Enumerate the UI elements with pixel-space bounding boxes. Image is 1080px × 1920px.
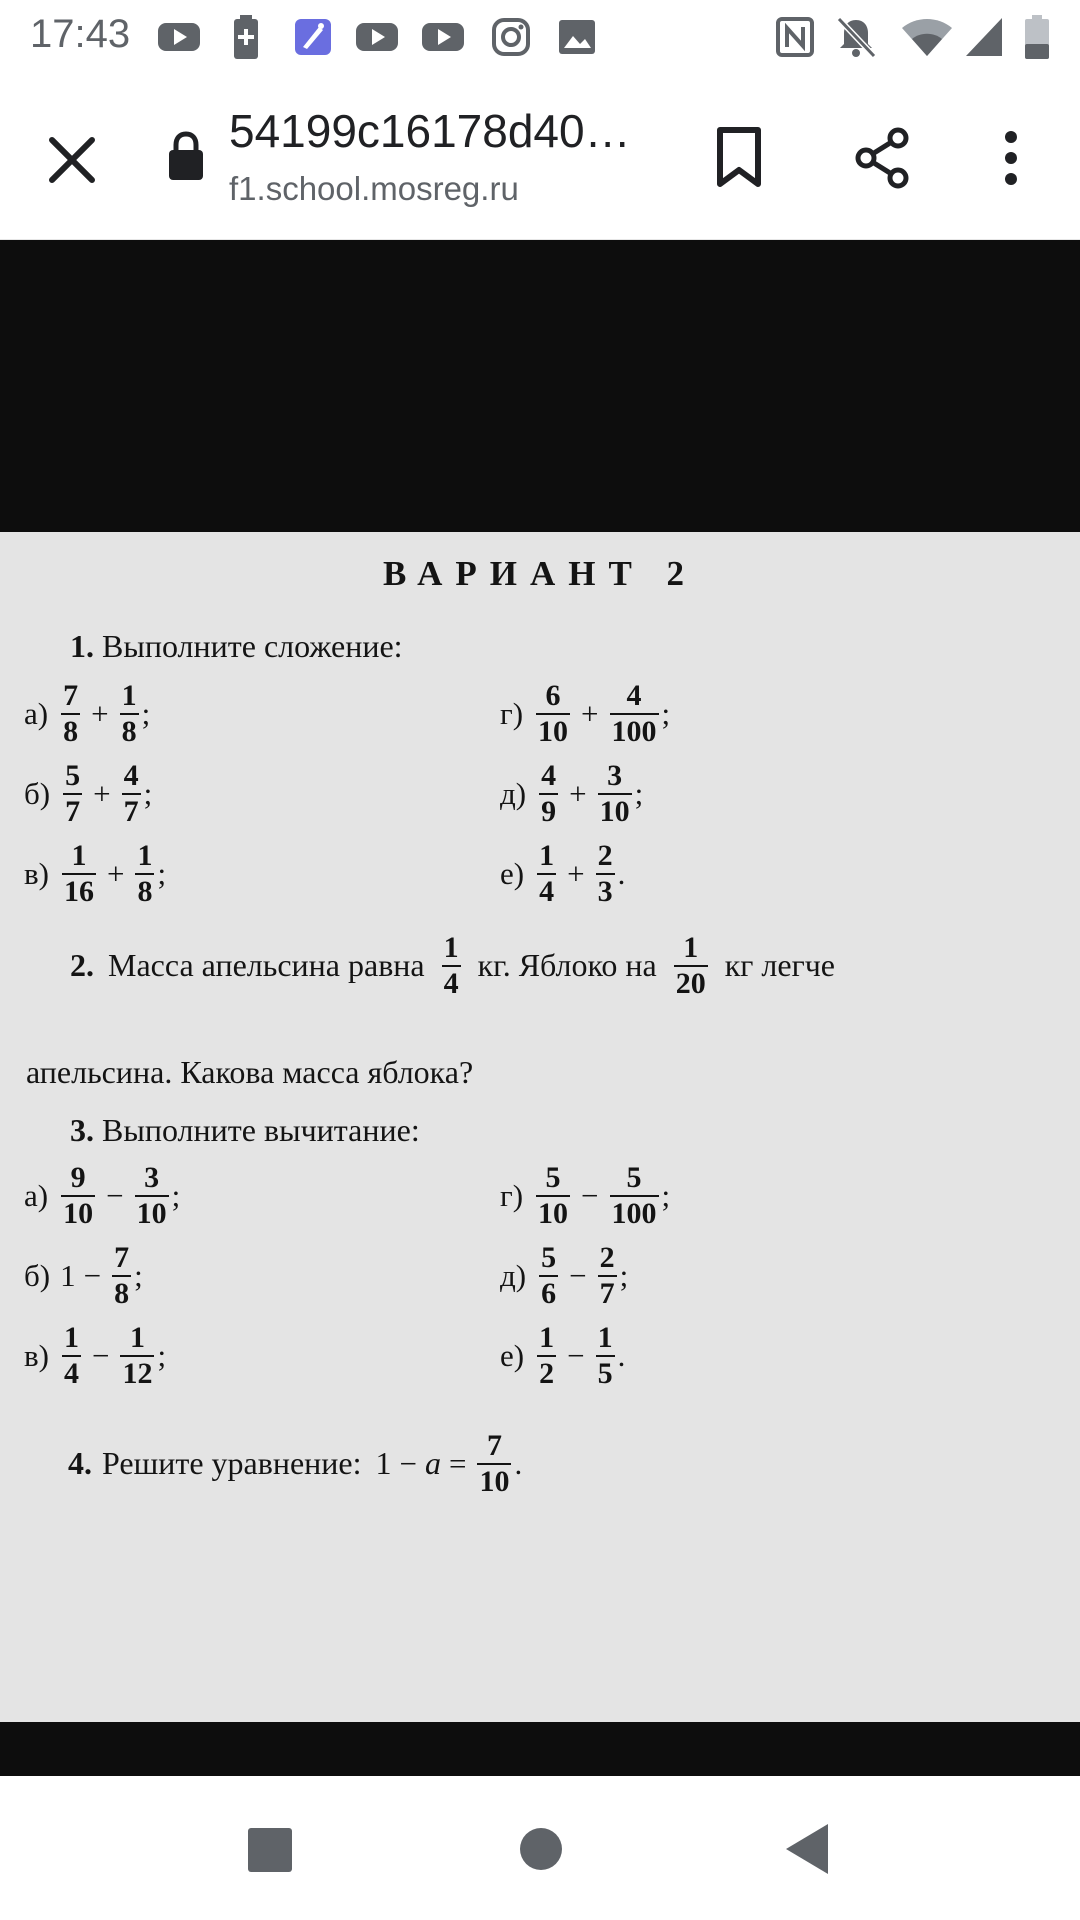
numerator: 5	[626, 1161, 642, 1194]
task2-line1	[70, 932, 835, 999]
numerator: 6	[545, 679, 561, 712]
variant-title: ВАРИАНТ 2	[382, 554, 698, 593]
denominator: 10	[136, 1196, 167, 1230]
numerator: 1	[63, 1321, 79, 1354]
task2-text-part3: кг легче	[724, 947, 835, 983]
home-circle-icon[interactable]	[518, 1826, 564, 1872]
numerator: 2	[599, 1241, 615, 1274]
numerator: 4	[123, 759, 139, 792]
task2-number: 2.	[70, 947, 94, 983]
item-label: г)	[500, 695, 524, 731]
cleaner-app-icon	[292, 14, 334, 60]
fraction	[598, 1242, 617, 1309]
fraction	[536, 680, 570, 747]
numerator: 7	[486, 1429, 502, 1462]
operator: −	[399, 1445, 417, 1481]
numerator: 5	[541, 1241, 557, 1274]
custom-tab-toolbar	[0, 74, 1080, 240]
fraction	[135, 840, 154, 907]
task3-item-b	[24, 1242, 143, 1309]
fraction	[122, 760, 141, 827]
denominator: 7	[123, 794, 139, 828]
bookmark-icon[interactable]	[714, 126, 764, 190]
denominator: 5	[597, 1356, 613, 1390]
fraction	[477, 1430, 511, 1497]
fraction	[598, 760, 632, 827]
task3-item-d	[500, 1242, 628, 1309]
equation-whole: 1	[375, 1445, 392, 1481]
punctuation: .	[514, 1445, 523, 1481]
denominator: 10	[63, 1196, 94, 1230]
numerator: 5	[545, 1161, 561, 1194]
close-icon[interactable]	[44, 132, 100, 188]
task3-number: 3.	[70, 1112, 94, 1148]
page-domain[interactable]: f1.school.mosreg.ru	[229, 170, 519, 207]
nfc-icon	[774, 14, 816, 60]
punctuation: ;	[157, 855, 167, 891]
operator: −	[91, 1337, 110, 1373]
task3-item-a	[24, 1162, 180, 1229]
fraction	[120, 1322, 154, 1389]
task1-text: Выполните сложение:	[102, 628, 403, 664]
numerator: 1	[539, 1321, 555, 1354]
instagram-icon	[490, 14, 532, 60]
page-title[interactable]: 54199c16178d40…	[229, 105, 631, 157]
denominator: 8	[114, 1276, 130, 1310]
task3-item-v	[24, 1322, 166, 1389]
numerator: 7	[114, 1241, 130, 1274]
denominator: 8	[137, 874, 153, 908]
denominator: 6	[541, 1276, 557, 1310]
numerator: 3	[144, 1161, 160, 1194]
fraction	[610, 680, 659, 747]
operator: −	[567, 1337, 585, 1373]
numerator: 1	[443, 931, 459, 964]
task1-number: 1.	[70, 628, 94, 664]
notifications-off-icon	[834, 14, 878, 60]
task1-item-g	[500, 680, 670, 747]
numerator: 4	[541, 759, 557, 792]
punctuation: .	[617, 1337, 626, 1373]
denominator: 4	[443, 966, 459, 1000]
task1-item-e	[500, 840, 625, 907]
fraction	[596, 1322, 615, 1389]
task1-item-v	[24, 840, 166, 907]
denominator: 16	[63, 874, 94, 908]
fraction	[135, 1162, 169, 1229]
denominator: 2	[539, 1356, 555, 1390]
item-label: е)	[500, 855, 525, 891]
denominator: 8	[63, 714, 79, 748]
fraction	[537, 1322, 556, 1389]
denominator: 100	[611, 1196, 657, 1230]
fraction	[62, 840, 96, 907]
punctuation: ;	[661, 695, 671, 731]
denominator: 3	[597, 874, 613, 908]
fraction	[596, 840, 615, 907]
numerator: 5	[65, 759, 81, 792]
denominator: 12	[122, 1356, 153, 1390]
operator: −	[106, 1177, 124, 1213]
item-label: е)	[500, 1337, 525, 1373]
task4-number: 4.	[68, 1445, 92, 1481]
back-triangle-icon[interactable]	[782, 1822, 832, 1876]
denominator: 10	[538, 1196, 569, 1230]
task1-item-a	[24, 680, 150, 747]
fraction	[536, 1162, 570, 1229]
operator: −	[569, 1257, 587, 1293]
fraction	[442, 932, 461, 999]
task2-text-part2: кг. Яблоко на	[477, 947, 657, 983]
system-nav-bar	[0, 1776, 1080, 1920]
numerator: 1	[539, 839, 555, 872]
fraction	[61, 1162, 95, 1229]
worksheet-image	[0, 532, 1080, 1722]
fraction	[62, 1322, 81, 1389]
status-time: 17:43	[30, 12, 131, 56]
more-vert-icon[interactable]	[996, 128, 1026, 188]
item-label: а)	[24, 1177, 49, 1213]
equals-sign: =	[449, 1445, 467, 1481]
punctuation: ;	[157, 1337, 167, 1373]
operator: +	[91, 695, 109, 731]
fraction	[610, 1162, 659, 1229]
item-label: а)	[24, 695, 49, 731]
denominator: 7	[65, 794, 81, 828]
denominator: 8	[121, 714, 137, 748]
fraction	[63, 760, 82, 827]
task4-line	[68, 1430, 522, 1497]
punctuation: ;	[171, 1177, 181, 1213]
denominator: 100	[611, 714, 657, 748]
status-bar	[0, 0, 1080, 74]
numerator: 1	[597, 1321, 613, 1354]
punctuation: .	[617, 855, 626, 891]
numerator: 1	[137, 839, 153, 872]
operator: −	[581, 1177, 599, 1213]
numerator: 4	[626, 679, 642, 712]
youtube-icon	[354, 14, 400, 60]
equation-variable: a	[425, 1445, 441, 1481]
task1-item-d	[500, 760, 643, 827]
battery-saver-icon	[226, 14, 266, 60]
operator: +	[106, 855, 125, 891]
denominator: 4	[63, 1356, 79, 1390]
numerator: 9	[70, 1161, 86, 1194]
task3-item-e	[500, 1322, 625, 1389]
task4-text: Решите уравнение:	[102, 1445, 362, 1481]
numerator: 1	[683, 931, 699, 964]
denominator: 10	[538, 714, 569, 748]
numerator: 1	[71, 839, 87, 872]
share-icon[interactable]	[852, 126, 912, 190]
operator: +	[581, 695, 599, 731]
numerator: 2	[597, 839, 613, 872]
fraction	[539, 760, 558, 827]
denominator: 10	[599, 794, 630, 828]
image-viewer[interactable]	[0, 240, 1080, 1776]
numerator: 1	[129, 1321, 145, 1354]
denominator: 10	[479, 1464, 510, 1498]
item-label: в)	[24, 1337, 49, 1373]
recents-square-icon[interactable]	[246, 1826, 294, 1874]
punctuation: ;	[143, 775, 153, 811]
whole-number: 1	[60, 1257, 76, 1293]
denominator: 4	[539, 874, 555, 908]
fraction	[674, 932, 708, 999]
fraction	[537, 840, 556, 907]
task1-heading	[70, 628, 403, 665]
fraction	[61, 680, 80, 747]
operator: +	[93, 775, 111, 811]
battery-icon	[1022, 14, 1052, 60]
operator: −	[83, 1257, 102, 1293]
signal-icon	[962, 14, 1006, 60]
item-label: д)	[500, 1257, 527, 1293]
youtube-icon	[156, 14, 202, 60]
wifi-icon	[900, 14, 954, 60]
task1-item-b	[24, 760, 152, 827]
fraction	[112, 1242, 131, 1309]
denominator: 7	[599, 1276, 615, 1310]
item-label: б)	[24, 775, 51, 811]
item-label: в)	[24, 855, 49, 891]
task3-heading	[70, 1112, 420, 1149]
punctuation: ;	[134, 1257, 143, 1293]
numerator: 1	[121, 679, 137, 712]
item-label: б)	[24, 1257, 51, 1293]
punctuation: ;	[619, 1257, 629, 1293]
fraction	[120, 680, 139, 747]
denominator: 9	[541, 794, 557, 828]
gallery-icon	[556, 14, 598, 60]
task3-item-g	[500, 1162, 670, 1229]
punctuation: ;	[661, 1177, 671, 1213]
youtube-icon	[420, 14, 466, 60]
fraction	[539, 1242, 558, 1309]
numerator: 3	[607, 759, 623, 792]
lock-icon	[166, 130, 206, 182]
task2-line2: апельсина. Какова масса яблока?	[26, 1054, 474, 1090]
item-label: г)	[500, 1177, 524, 1213]
denominator: 20	[675, 966, 706, 1000]
numerator: 7	[63, 679, 79, 712]
punctuation: ;	[141, 695, 151, 731]
task2-text-part1: Масса апельсина равна	[108, 947, 425, 983]
task3-text: Выполните вычитание:	[102, 1112, 420, 1148]
punctuation: ;	[634, 775, 644, 811]
item-label: д)	[500, 775, 527, 811]
operator: +	[569, 775, 587, 811]
operator: +	[567, 855, 585, 891]
